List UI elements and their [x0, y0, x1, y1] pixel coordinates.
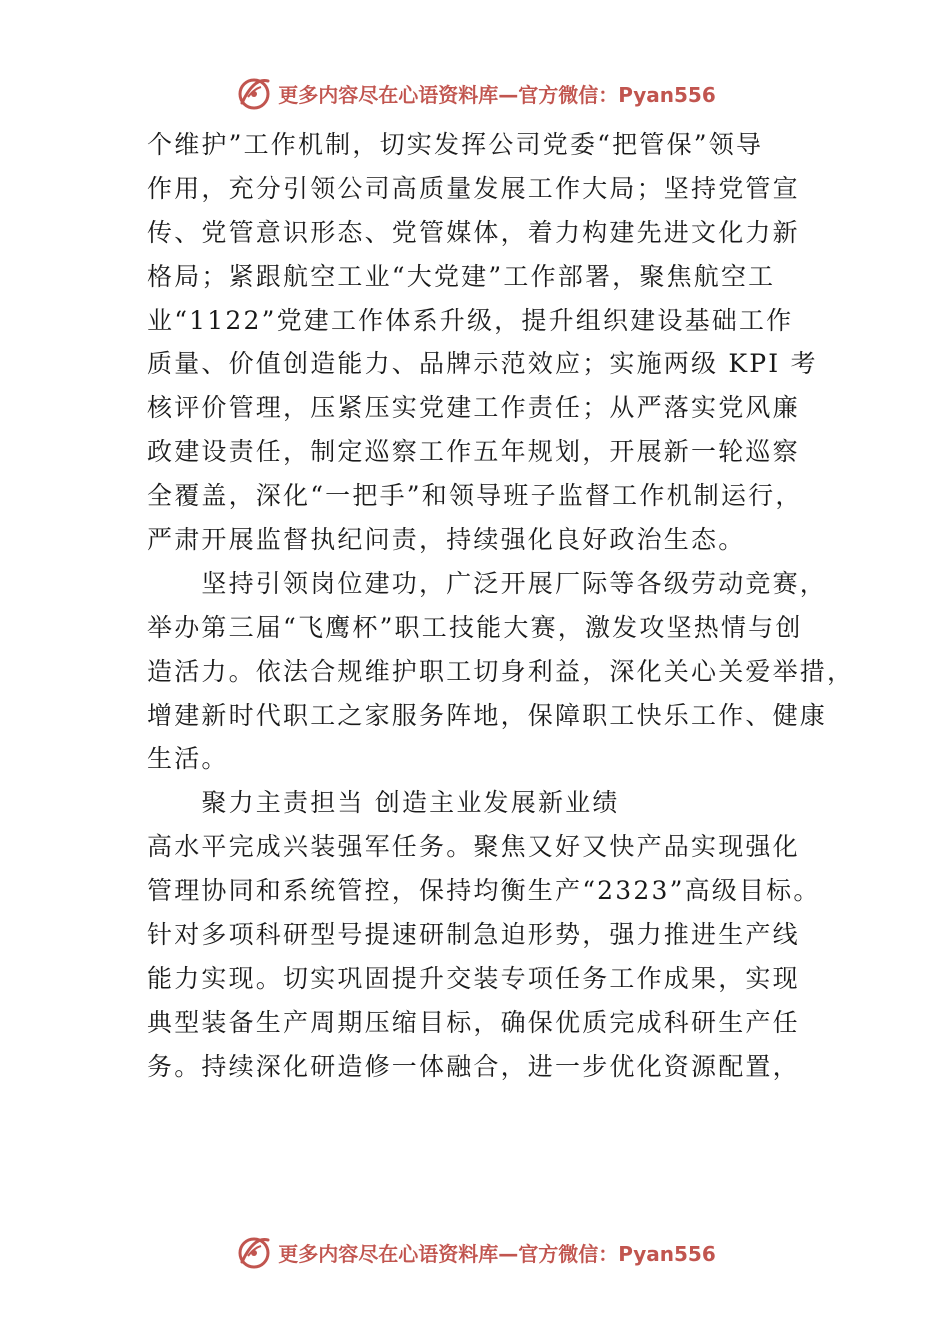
text-line: 高水平完成兴装强军任务。聚焦又好又快产品实现强化: [147, 832, 800, 862]
text-line: 格局；紧跟航空工业“大党建”工作部署，聚焦航空工: [147, 261, 776, 291]
text-line: 针对多项科研型号提速研制急迫形势，强力推进生产线: [147, 920, 800, 950]
text-line: 质量、价值创造能力、品牌示范效应；实施两级 KPI 考: [147, 349, 818, 379]
text-line: 典型装备生产周期压缩目标，确保优质完成科研生产任: [147, 1007, 800, 1037]
text-line: 全覆盖，深化“一把手”和领导班子监督工作机制运行，: [147, 481, 803, 511]
document-body: [147, 123, 855, 1089]
text-line: 业“1122”党建工作体系升级，提升组织建设基础工作: [147, 305, 794, 335]
text-line: 能力实现。切实巩固提升交装专项任务工作成果，实现: [147, 963, 800, 993]
text-line: 作用，充分引领公司高质量发展工作大局；坚持党管宣: [147, 173, 800, 203]
text-line: 坚持引领岗位建功，广泛开展厂际等各级劳动竞赛，: [147, 568, 828, 598]
text-line: 政建设责任，制定巡察工作五年规划，开展新一轮巡察: [147, 437, 800, 467]
text-line: 造活力。依法合规维护职工切身利益，深化关心关爱举措，: [147, 656, 855, 686]
text-line: 管理协同和系统管控，保持均衡生产“2323”高级目标。: [147, 876, 821, 906]
banner-text: 更多内容尽在心语资料库—官方微信：Pyan556: [278, 1241, 716, 1266]
text-line: 务。持续深化研造修一体融合，进一步优化资源配置，: [147, 1051, 800, 1081]
header-banner: [0, 71, 950, 115]
text-line: 增建新时代职工之家服务阵地，保障职工快乐工作、健康: [147, 700, 828, 730]
banner-text: 更多内容尽在心语资料库—官方微信：Pyan556: [278, 82, 716, 107]
text-line: 核评价管理，压紧压实党建工作责任；从严落实党风廉: [147, 393, 800, 423]
text-line: 举办第三届“飞鹰杯”职工技能大赛，激发攻坚热情与创: [147, 612, 803, 642]
text-line: 严肃开展监督执纪问责，持续强化良好政治生态。: [147, 525, 746, 555]
logo-icon: [234, 73, 274, 113]
footer-banner: [0, 1230, 950, 1274]
logo-icon: [234, 1232, 274, 1272]
text-line: 传、党管意识形态、党管媒体，着力构建先进文化力新: [147, 217, 800, 247]
section-heading: 聚力主责担当 创造主业发展新业绩: [147, 788, 620, 818]
text-line: 生活。: [147, 744, 229, 774]
text-line: 个维护”工作机制，切实发挥公司党委“把管保”领导: [147, 130, 764, 159]
